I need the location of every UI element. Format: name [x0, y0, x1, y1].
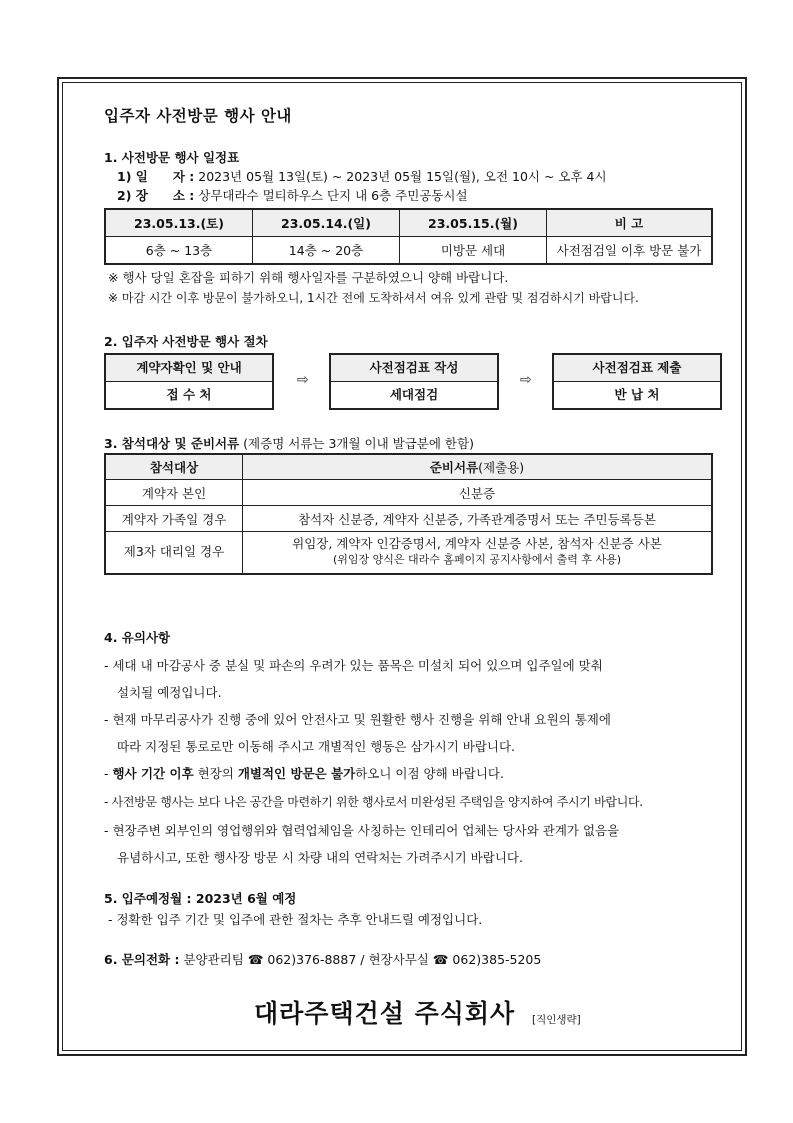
- schedule-header-cell: 23.05.13.(토): [105, 209, 253, 237]
- documents-list: 위임장, 계약자 인감증명서, 계약자 신분증 사본, 참석자 신분증 사본: [292, 536, 662, 552]
- section4-heading: 4. 유의사항: [104, 630, 171, 645]
- notice-item-2b: 따라 지정된 통로로만 이동해 주시고 개별적인 행동은 삼가시기 바랍니다.: [117, 739, 516, 754]
- schedule-cell: 미방문 세대: [400, 237, 547, 265]
- documents-list: 참석자 신분증, 계약자 신분증, 가족관계증명서 또는 주민등록등본: [243, 506, 713, 532]
- schedule-header-cell: 비 고: [547, 209, 713, 237]
- phone-icon: ☎: [247, 952, 264, 967]
- notice-item-1b: 설치될 예정입니다.: [117, 685, 222, 700]
- procedure-step-3: [552, 353, 722, 410]
- documents-who: 계약자 본인: [105, 480, 243, 506]
- notice-item-5b: 유념하시고, 또한 행사장 방문 시 차량 내의 연락처는 가려주시기 바랍니다.: [117, 850, 523, 865]
- schedule-table: [104, 208, 713, 265]
- step-title: 사전점검표 제출: [554, 355, 720, 382]
- date-label: 1) 일 자 :: [117, 169, 195, 184]
- schedule-note-1: ※ 행사 당일 혼잡을 피하기 위해 행사일자를 구분하였으니 양해 바랍니다.: [108, 270, 509, 285]
- contact-separator: /: [360, 952, 365, 967]
- documents-row: [105, 532, 712, 574]
- schedule-data-row: [105, 237, 712, 265]
- document-title: 입주자 사전방문 행사 안내: [104, 107, 292, 125]
- schedule-header-cell: 23.05.14.(일): [253, 209, 400, 237]
- documents-row: [105, 480, 712, 506]
- schedule-header-cell: 23.05.15.(월): [400, 209, 547, 237]
- contact-team-1: 분양관리팀: [183, 952, 244, 967]
- contact-phone-2: 062)385-5205: [452, 952, 542, 967]
- company-name: 대라주택건설 주식회사: [254, 999, 516, 1028]
- documents-header-row: [105, 454, 712, 480]
- documents-who: 제3자 대리일 경우: [105, 532, 243, 574]
- step-title: 사전점검표 작성: [331, 355, 497, 382]
- notice-item-3-dash: -: [104, 766, 113, 781]
- schedule-cell: 6층 ~ 13층: [105, 237, 253, 265]
- notice-emphasis: 행사 기간 이후: [112, 766, 194, 781]
- section3-heading-note: (제증명 서류는 3개월 이내 발급분에 한함): [243, 436, 474, 451]
- notice-item-5a: - 현장주변 외부인의 영업행위와 협력업체임을 사칭하는 인테리어 업체는 당사와 관계가 없음을: [104, 823, 620, 838]
- phone-icon: ☎: [432, 952, 449, 967]
- procedure-step-1: [104, 353, 274, 410]
- schedule-cell: 14층 ~ 20층: [253, 237, 400, 265]
- notice-item-4: - 사전방문 행사는 보다 나은 공간을 마련하기 위한 행사로서 미완성된 주택임을 양지하여 주시기 바랍니다.: [104, 795, 643, 809]
- section2-heading: 2. 입주자 사전방문 행사 절차: [104, 334, 268, 349]
- place-label: 2) 장 소 :: [117, 188, 195, 203]
- schedule-header-row: [105, 209, 712, 237]
- schedule-place-row: [117, 186, 468, 204]
- notice-item-3: [104, 764, 504, 782]
- documents-row: [105, 506, 712, 532]
- section5-heading: 5. 입주예정월 : 2023년 6월 예정: [104, 891, 297, 906]
- documents-header-docs-note: (제출용): [478, 460, 525, 475]
- documents-header-docs: [243, 454, 713, 480]
- notice-item-3-text: 현장의: [193, 766, 238, 781]
- arrow-right-icon: ⇨: [520, 372, 532, 388]
- contact-phone-1: 062)376-8887: [267, 952, 357, 967]
- documents-sub-note: (위임장 양식은 대라수 홈페이지 공지사항에서 출력 후 사용): [332, 553, 622, 567]
- step-title: 계약자확인 및 안내: [106, 355, 272, 382]
- date-value: 2023년 05월 13일(토) ~ 2023년 05월 15일(월), 오전 10시 ~ 오후 4시: [198, 169, 607, 184]
- schedule-date-row: [117, 167, 607, 185]
- step-place: 반 납 처: [614, 387, 660, 402]
- notice-item-3-tail: 하오니 이점 양해 바랍니다.: [355, 766, 504, 781]
- section5-text: - 정확한 입주 기간 및 입주에 관한 절차는 추후 안내드릴 예정입니다.: [108, 912, 483, 927]
- section6-heading: 6. 문의전화 :: [104, 952, 180, 967]
- documents-header-docs-bold: 준비서류: [429, 460, 479, 475]
- documents-list-cell: [243, 532, 713, 574]
- schedule-note-2: ※ 마감 시간 이후 방문이 불가하오니, 1시간 전에 도착하셔서 여유 있게 관람 및 점검하시기 바랍니다.: [108, 291, 639, 305]
- procedure-step-2: [329, 353, 499, 410]
- contact-team-2: 현장사무실: [368, 952, 429, 967]
- notice-emphasis: 개별적인 방문은 불가: [237, 766, 356, 781]
- contact-row: [104, 950, 541, 968]
- notice-item-2a: - 현재 마무리공사가 진행 중에 있어 안전사고 및 원활한 행사 진행을 위해 안내 요원의 통제에: [104, 712, 611, 727]
- section3-heading-row: [104, 434, 474, 452]
- place-value: 상무대라수 멀티하우스 단지 내 6층 주민공동시설: [198, 188, 468, 203]
- documents-list: 신분증: [243, 480, 713, 506]
- step-place: 접 수 처: [166, 387, 212, 402]
- documents-who: 계약자 가족일 경우: [105, 506, 243, 532]
- seal-omitted: [직인생략]: [532, 1014, 581, 1026]
- documents-header-who: 참석대상: [105, 454, 243, 480]
- step-place: 세대점검: [389, 387, 439, 402]
- notice-item-1a: - 세대 내 마감공사 중 분실 및 파손의 우려가 있는 품목은 미설치 되어 있으며 입주일에 맞춰: [104, 658, 603, 673]
- documents-table: [104, 453, 713, 575]
- schedule-cell: 사전점검일 이후 방문 불가: [547, 237, 713, 265]
- section3-heading: 3. 참석대상 및 준비서류: [104, 436, 240, 451]
- arrow-right-icon: ⇨: [297, 372, 309, 388]
- section1-heading: 1. 사전방문 행사 일정표: [104, 150, 240, 165]
